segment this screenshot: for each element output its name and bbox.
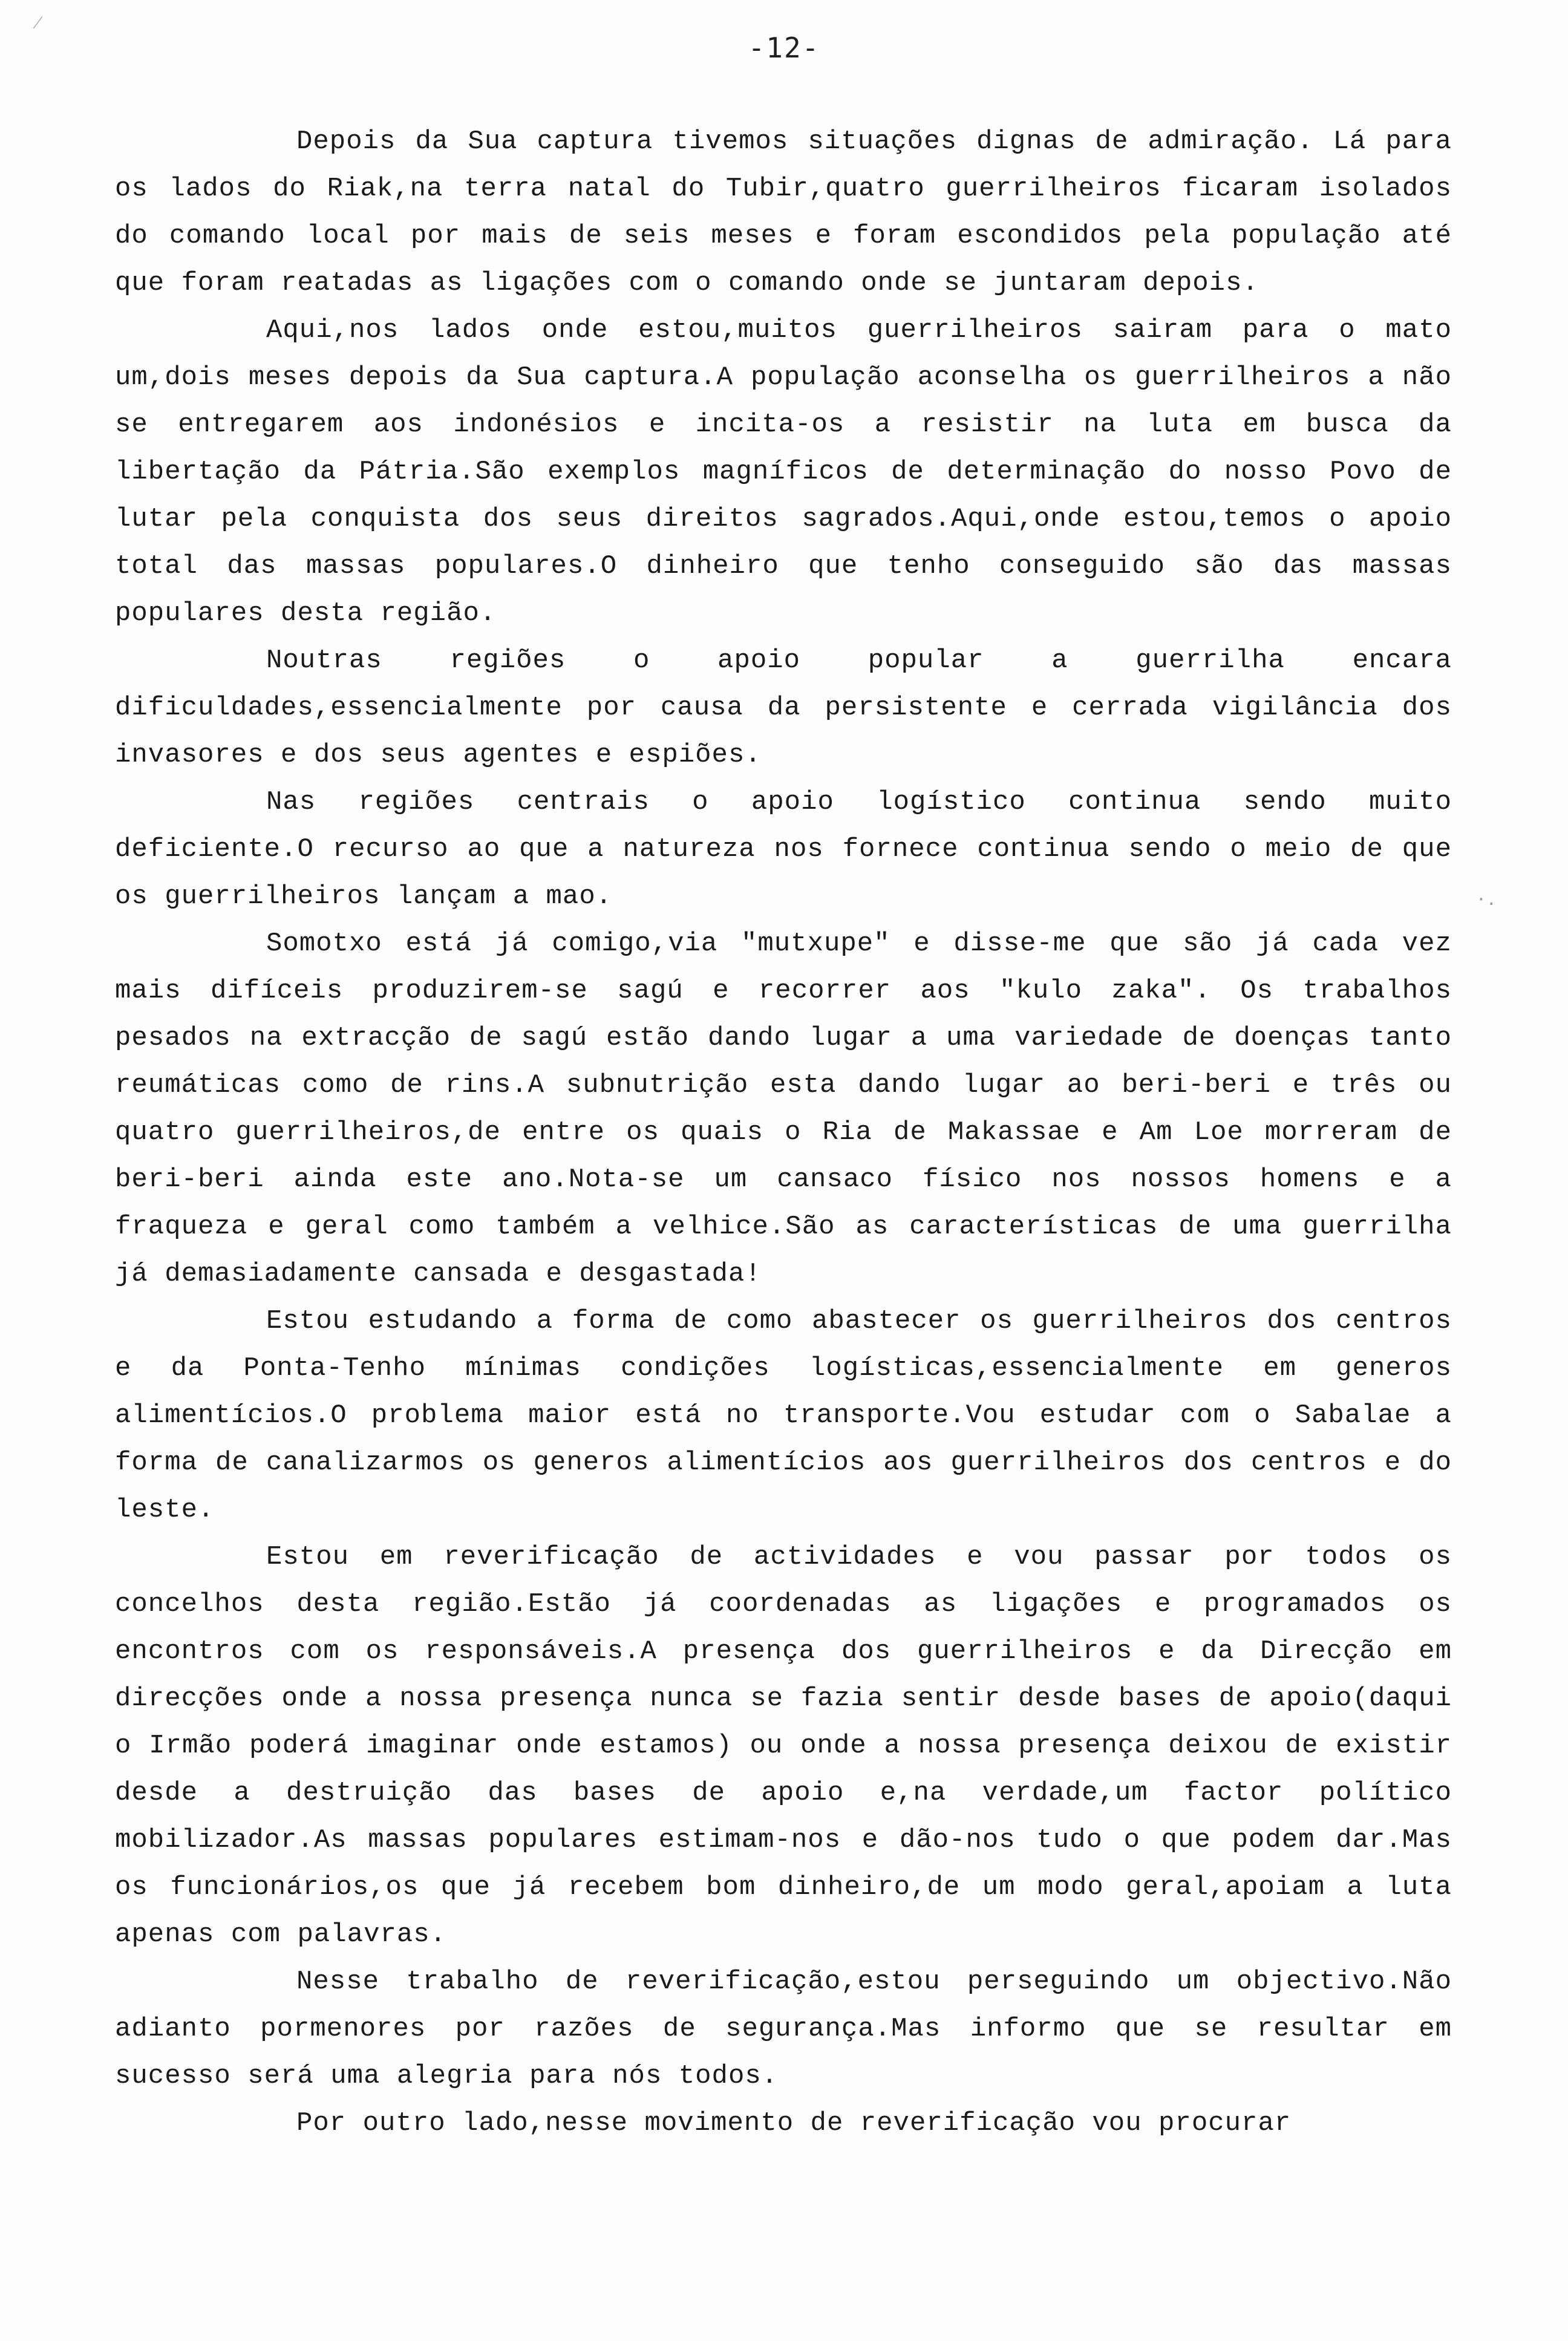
- scan-mark-right: ·.: [1476, 889, 1497, 909]
- paragraph-other-regions: Noutras regiões o apoio popular a guerrilha encara dificuldades,essencialmente por causa da persistente e cerrada vigilância dos invasores e dos seus agentes e espiões.: [115, 645, 1452, 770]
- paragraph-closing: Por outro lado,nesse movimento de reverificação vou procurar: [296, 2108, 1292, 2138]
- page-number: -12-: [748, 31, 820, 64]
- paragraph-supply-study: Estou estudando a forma de como abastecer os guerrilheiros dos centros e da Ponta-Tenho mínimas condições logísticas,essencialmente em generos alimentícios.O problema maior está no transporte.Vou estudar com o Sabalae a forma de canalizarmos os generos alimentícios aos guerrilheiros dos centros e do leste.: [115, 1306, 1452, 1525]
- letter-body: [115, 118, 1452, 2147]
- paragraph-capture-situations: Depois da Sua captura tivemos situações dignas de admiração. Lá para os lados do Riak,na terra natal do Tubir,quatro guerrilheiros ficaram isolados do comando local por mais de seis meses e foram escondidos pela população até que foram reatadas as ligações com o comando onde se juntaram depois.: [115, 126, 1452, 298]
- paragraph-objective: Nesse trabalho de reverificação,estou perseguindo um objectivo.Não adianto pormenores por razões de segurança.Mas informo que se resultar em sucesso será uma alegria para nós todos.: [115, 1967, 1452, 2091]
- paragraph-central-regions: Nas regiões centrais o apoio logístico continua sendo muito deficiente.O recurso ao que a natureza nos fornece continua sendo o meio de que os guerrilheiros lançam a mao.: [115, 787, 1452, 912]
- paragraph-population-support: Aqui,nos lados onde estou,muitos guerrilheiros sairam para o mato um,dois meses depois da Sua captura.A população aconselha os guerrilheiros a não se entregarem aos indonésios e incita-os a resistir na luta em busca da libertação da Pátria.São exemplos magníficos de determinação do nosso Povo de lutar pela conquista dos seus direitos sagrados.Aqui,onde estou,temos o apoio total das massas populares.O dinheiro que tenho conseguido são das massas populares desta região.: [115, 315, 1452, 629]
- paragraph-reverification: Estou em reverificação de actividades e vou passar por todos os concelhos desta região.Estão já coordenadas as ligações e programados os encontros com os responsáveis.A presença dos guerrilheiros e da Direcção em direcções onde a nossa presença nunca se fazia sentir desde bases de apoio(daqui o Irmão poderá imaginar onde estamos) ou onde a nossa presença deixou de existir desde a destruição das bases de apoio e,na verdade,um factor político mobilizador.As massas populares estimam-nos e dão-nos tudo o que podem dar.Mas os funcionários,os que já recebem bom dinheiro,de um modo geral,apoiam a luta apenas com palavras.: [115, 1542, 1452, 1950]
- scan-mark-top-left: ⁄: [36, 12, 40, 33]
- paragraph-somotxo-report: Somotxo está já comigo,via "mutxupe" e disse-me que são já cada vez mais difíceis produzirem-se sagú e recorrer aos "kulo zaka". Os trabalhos pesados na extracção de sagú estão dando lugar a uma variedade de doenças tanto reumáticas como de rins.A subnutrição esta dando lugar ao beri-beri e três ou quatro guerrilheiros,de entre os quais o Ria de Makassae e Am Loe morreram de beri-beri ainda este ano.Nota-se um cansaco físico nos nossos homens e a fraqueza e geral como também a velhice.São as características de uma guerrilha já demasiadamente cansada e desgastada!: [115, 929, 1452, 1289]
